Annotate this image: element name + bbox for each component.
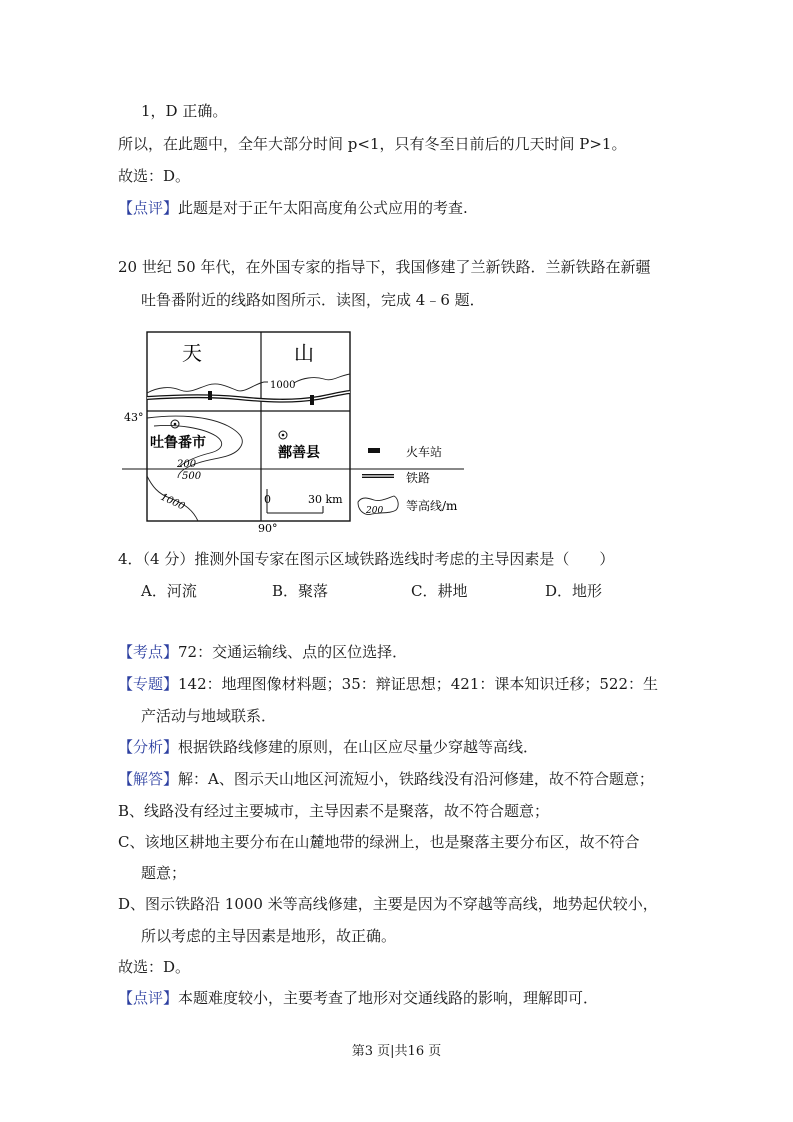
kaodian	[118, 642, 407, 662]
prev-answer: 故选：D。	[118, 167, 191, 185]
scale-label: 30 km	[308, 493, 343, 506]
fenxi-text: 根据铁路线修建的原则，在山区应尽量少穿越等高线．	[178, 738, 539, 756]
jieda	[118, 769, 654, 789]
legend-station-symbol	[368, 448, 380, 453]
option-b: B．聚落	[272, 582, 329, 600]
legend-station: 火车站	[406, 445, 443, 459]
legend-contour-value: 200	[366, 506, 384, 516]
zhuanti-line-2: 产活动与地域联系．	[141, 707, 277, 725]
comment-tag: 【点评】	[118, 199, 179, 217]
label-1000-bottom: 1000	[158, 491, 187, 513]
dianping	[118, 988, 598, 1008]
shanshan-label: 鄯善县	[278, 445, 320, 461]
prev-line-1: 1，D 正确。	[141, 102, 228, 120]
question-stem: 4．（4 分）推测外国专家在图示区域铁路选线时考虑的主导因素是（ ）	[118, 550, 615, 568]
label-tian: 天	[182, 341, 202, 365]
turpan-label: 吐鲁番市	[150, 435, 206, 451]
option-d: D．地形	[545, 582, 603, 600]
jieda-tag: 【解答】	[118, 770, 179, 788]
contour-1000-top	[147, 374, 350, 393]
jieda-d1: D、图示铁路沿 1000 米等高线修建，主要是因为不穿越等高线，地势起伏较小，	[118, 895, 658, 913]
kaodian-text: 72：交通运输线、点的区位选择．	[178, 643, 408, 661]
page-footer: 第3 页|共16 页	[351, 1044, 442, 1059]
zhuanti	[118, 674, 658, 694]
station-2	[310, 395, 314, 405]
dianping-text: 本题难度较小，主要考查了地形对交通线路的影响，理解即可．	[178, 989, 599, 1007]
jieda-a: 解：A、图示天山地区河流短小，铁路线没有沿河修建，故不符合题意；	[178, 770, 654, 788]
intro-line-1: 20 世纪 50 年代，在外国专家的指导下，我国修建了兰新铁路．兰新铁路在新疆	[118, 258, 651, 276]
intro-line-2: 吐鲁番附近的线路如图所示．读图，完成 4﹣6 题．	[141, 291, 485, 309]
railway-map	[118, 326, 478, 532]
zhuanti-tag: 【专题】	[118, 675, 179, 693]
fenxi	[118, 737, 538, 757]
lon-label: 90°	[258, 522, 278, 532]
kaodian-tag: 【考点】	[118, 643, 179, 661]
contour-1000-top-label: 1000	[270, 380, 296, 391]
final-answer: 故选：D。	[118, 958, 191, 976]
label-500: 500	[182, 471, 202, 482]
fenxi-tag: 【分析】	[118, 738, 179, 756]
lat-label: 43°	[124, 411, 144, 424]
jieda-c1: C、该地区耕地主要分布在山麓地带的绿洲上，也是聚落主要分布区，故不符合	[118, 833, 640, 851]
prev-comment	[118, 198, 468, 218]
scale-zero: 0	[264, 493, 271, 506]
option-a: A．河流	[141, 582, 197, 600]
legend-contour: 等高线/m	[406, 499, 458, 513]
jieda-c2: 题意；	[141, 864, 187, 882]
legend-railway: 铁路	[406, 471, 431, 485]
dianping-tag: 【点评】	[118, 989, 179, 1007]
station-1	[208, 391, 212, 400]
jieda-b: B、线路没有经过主要城市，主导因素不是聚落，故不符合题意；	[118, 802, 550, 820]
zhuanti-text-1: 142：地理图像材料题；35：辩证思想；421：课本知识迁移；522：生	[178, 675, 658, 693]
comment-text: 此题是对于正午太阳高度角公式应用的考查.	[178, 199, 468, 217]
label-shan: 山	[294, 341, 314, 365]
label-200: 200	[177, 459, 197, 470]
prev-line-2: 所以，在此题中，全年大部分时间 p<1，只有冬至日前后的几天时间 P>1。	[118, 135, 627, 153]
option-c: C．耕地	[411, 582, 468, 600]
jieda-d2: 所以考虑的主导因素是地形，故正确。	[141, 927, 397, 945]
